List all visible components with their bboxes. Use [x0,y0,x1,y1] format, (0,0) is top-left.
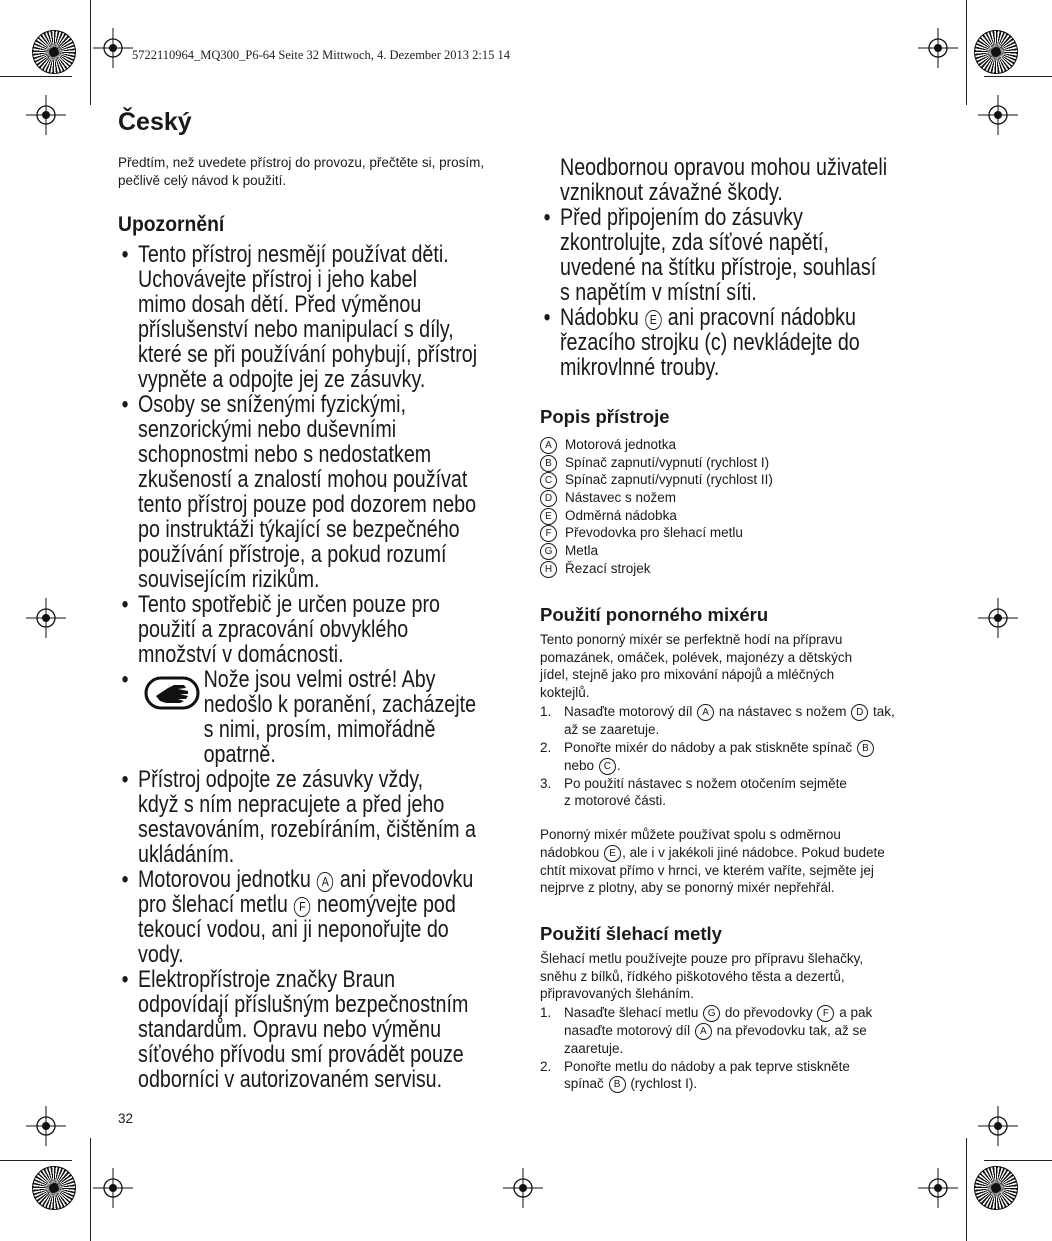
step-item: 2. Ponořte mixér do nádoby a pak stiskněte spínač B nebo C . [540,739,932,775]
part-item: D Nástavec s nožem [540,489,773,507]
step-item: 3. Po použití nástavec s nožem otočením sejměte z motorové části. [540,775,847,809]
crosshair-icon [503,1168,543,1208]
warning-item: • Motorovou jednotku A ani převodovku pro šlehací metlu F neomývejte pod tekoucí vodou, ani ji neponořujte do vody. [121,866,474,968]
parts-list [540,436,773,578]
letter-b-icon: B [609,1076,626,1093]
warning-item: • Přístroj odpojte ze zásuvky vždy, když s ním nepracujete a před jeho sestavováním, rozebíráním, čištěním a ukládáním. [121,766,476,868]
step-item: 1. Nasaďte motorový díl A na nástavec s nožem D tak, až se zaaretuje. [540,704,895,737]
crosshair-icon [918,28,958,68]
letter-c-icon: C [599,758,616,775]
letter-e-icon: E [540,508,557,525]
warning-item: • Před připojením do zásuvky zkontrolujte, zda síťové napětí, uvedené na štítku přístroje, souhlasí s napětím v místní síti. [543,204,877,306]
crosshair-icon [978,598,1018,638]
crosshair-icon [918,1168,958,1208]
letter-e-icon: E [645,310,661,330]
page-number: 32 [118,1111,134,1126]
whisk-intro: Šlehací metlu používejte pouze pro přípravu šlehačky, sněhu z bílků, řídkého piškotového těsta a dezertů, připravovaných šleháním. [540,951,864,1002]
letter-b-icon: B [540,455,557,472]
letter-a-icon: A [317,872,333,892]
letter-a-icon: A [540,437,557,454]
registration-rosette-icon [974,30,1018,74]
step-item: 2. Ponořte metlu do nádoby a pak teprve stiskněte spínač B (rychlost I). [540,1058,850,1092]
page-title: Český [118,108,192,136]
letter-c-icon: C [540,472,557,489]
letter-a-icon: A [695,1023,712,1040]
blender-intro: Tento ponorný mixér se perfektně hodí na přípravu pomazánek, omáček, polévek, majonézy a dětských jídel, stejně jako pro mixování nápojů a mléčných koktejlů. [540,632,853,700]
crosshair-icon [93,28,133,68]
letter-f-icon: F [294,897,310,917]
letter-e-icon: E [604,845,621,862]
warnings-list-right [543,204,877,381]
crosshair-icon [26,95,66,135]
whisk-heading: Použití šlehací metly [540,923,722,944]
whisk-steps [540,1004,932,1093]
letter-g-icon: G [703,1005,720,1022]
letter-h-icon: H [540,561,557,578]
letter-f-icon: F [817,1005,834,1022]
blender-heading: Použití ponorného mixéru [540,604,769,625]
registration-rosette-icon [32,30,76,74]
warning-item: • Tento přístroj nesmějí používat děti. Uchovávejte přístroj i jeho kabel mimo dosah dětí. Před výměnou příslušenství nebo manipulací s díly, které se při používání pohybují, přístroj vypněte a odpojte jej ze zásuvky. [121,241,478,393]
letter-d-icon: D [540,490,557,507]
letter-b-icon: B [857,740,874,757]
crosshair-icon [978,1106,1018,1146]
warning-item: • Osoby se sníženými fyzickými, senzorickými nebo duševními schopnostmi nebo s nedostatkem zkušeností a znalostí mohou používat tento přístroj pouze pod dozorem nebo po instruktáži týkající se bezpečného používání přístroje, a pokud rozumí souvisejícím rizikům. [121,391,477,593]
crosshair-icon [26,1106,66,1146]
part-item: A Motorová jednotka [540,436,773,454]
print-slug: 5722110964_MQ300_P6-64 Seite 32 Mittwoch, 4. Dezember 2013 2:15 14 [132,48,510,62]
description-heading: Popis přístroje [540,406,670,427]
registration-rosette-icon [974,1166,1018,1210]
cut-hazard-hand-icon [144,674,200,712]
blender-steps [540,703,932,810]
part-item: H Řezací strojek [540,560,773,578]
letter-g-icon: G [540,543,557,560]
blender-note: Ponorný mixér můžete používat spolu s odměrnou nádobkou E , ale i v jakékoli jiné nádobce. Pokud budete chtít mixovat přímo v hrnci, ve kterém vaříte, sejměte jej nejprve z plotny, aby se ponorný mixér nepřehřál. [540,827,885,896]
warning-continuation: Neodbornou opravou mohou uživateli vzniknout závažné škody. [560,154,888,206]
letter-f-icon: F [540,525,557,542]
warnings-heading: Upozornění [118,213,225,236]
part-item: E Odměrná nádobka [540,507,773,525]
warnings-list [121,241,478,1093]
warning-item-knives: • Nože jsou velmi ostré! Aby nedošlo k poranění, zacházejte s nimi, prosím, mimořádně opatrně. [121,666,477,768]
part-item: B Spínač zapnutí/vypnutí (rychlost I) [540,454,773,472]
warning-item: • Nádobku E ani pracovní nádobku řezacího strojku (c) nevkládejte do mikrovlnné trouby. [543,304,860,381]
part-item: G Metla [540,542,773,560]
crosshair-icon [93,1168,133,1208]
letter-d-icon: D [851,704,868,721]
crosshair-icon [978,95,1018,135]
warning-item: • Tento spotřebič je určen pouze pro použití a zpracování obvyklého množství v domácnosti. [121,591,440,668]
part-item: F Převodovka pro šlehací metlu [540,524,773,542]
intro-text: Předtím, než uvedete přístroj do provozu, přečtěte si, prosím, pečlivě celý návod k použití. [118,155,485,188]
crosshair-icon [26,598,66,638]
step-item: 1. Nasaďte šlehací metlu G do převodovky F a pak nasaďte motorový díl A na převodovku tak, až se zaaretuje. [540,1005,873,1056]
part-item: C Spínač zapnutí/vypnutí (rychlost II) [540,471,773,489]
registration-rosette-icon [32,1166,76,1210]
warning-item: • Elektropřístroje značky Braun odpovídají příslušným bezpečnostním standardům. Opravu nebo výměnu síťového přívodu smí provádět pouze odborníci v autorizovaném servisu. [121,966,469,1093]
letter-a-icon: A [697,704,714,721]
